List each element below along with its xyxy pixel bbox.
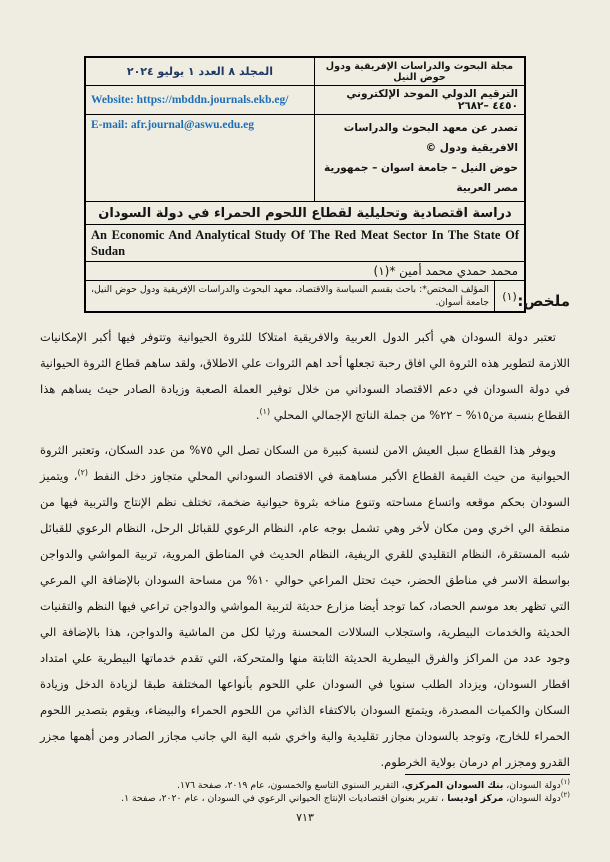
footnote-1-suffix: ، التقرير السنوي التاسع والخمسون، عام ٢٠١٩، صفحة ١٧٦. [176, 780, 405, 791]
footnote-1-mark: (١) [560, 777, 570, 786]
footnote-2-source: مركز اوديسا [443, 793, 504, 804]
abstract-heading: ملخص: [517, 292, 570, 310]
header-row-3 [86, 115, 524, 202]
header-row-title-en [86, 225, 524, 262]
journal-header-table [84, 56, 526, 313]
paragraph-1-period: . [255, 408, 260, 422]
email-address: E-mail: afr.journal@aswu.edu.eg [91, 119, 254, 131]
paragraph-2-text-b: ، ويتميز السودان بحكم موقعه واتساع مساحته وتنوع مناخه بثروة حيوانية ضخمة، تختلف نظم الإنتاج والتربية فيها من منطقة الي اخري ومن مكان لأخر وهي تشمل بوجه عام، النظام الرعوي للقبائل الرحل، النظام الرعوي للقبائل شبه المستقرة، النظام التقليدي للقري الريفية، النظام الحديث في المناطق المروية، تربية المواشي والدواجن بواسطة الاسر في مناطق الحضر، حيث تحتل المراعي حوالي ١٠% من مساحة السودان بالإضافة الي المرعي التي تظهر بعد موسم الحصاد، كما توجد أيضا مزارع حديثة لتربية المواشي والدواجن تراعي فيها النظم والتقنيات الحديثة والخدمات البيطرية، واستجلاب السلالات المحسنة ورثيا لكل من الماشية والدواجن، هذا بالإضافة الي وجود عدد من المراكز والفرق البيطرية الحديثة الثابتة منها والمتحركة، التي تقدم خدماتها البيطرية علي امتداد اقطار السودان، ويزداد الطلب سنويا في السودان علي اللحوم بأنواعها المختلفة طبقا لزيادة الدخل وزيادة السكان والكميات المصدرة، ويتمتع السودان بالاكتفاء الذاتي من اللحوم الحمراء والبيضاء، ويقوم بتصدير اللحوم الحمراء للخارج، وتوجد بالسودان مجازر تقليدية والية واخري شبه الية الي جانب مجازر الصادر ومن أهمها مجزر القدرو ومجزر ام درمان بولاية الخرطوم. [40, 469, 570, 769]
author-name: محمد حمدي محمد أمين *(١) [373, 264, 518, 278]
footnote-1 [40, 779, 570, 792]
volume-issue-date: المجلد ٨ العدد ١ يوليو ٢٠٢٤ [126, 65, 274, 78]
header-row-1 [86, 58, 524, 86]
header-row-author [86, 262, 524, 281]
footnote-reference-2: (٢) [77, 468, 88, 478]
footnote-1-prefix: دولة السودان، [503, 780, 561, 791]
abstract-paragraph-1 [40, 324, 570, 428]
article-title-english: An Economic And Analytical Study Of The Red Meat Sector In The State Of Sudan [91, 228, 519, 258]
page-number: ٧١٣ [296, 811, 314, 824]
footnote-2-prefix: دولة السودان، [503, 793, 561, 804]
abstract-section [40, 292, 570, 784]
footnote-2-mark: (٢) [560, 790, 570, 799]
abstract-paragraph-2 [40, 437, 570, 775]
issn-line: الترقيم الدولي الموحد الإلكتروني ٤٤٥٠ –٢٦٨٢ [314, 86, 524, 114]
affiliation-number: (١) [494, 281, 524, 311]
footnote-separator-line [405, 774, 570, 775]
footnote-2 [40, 792, 570, 805]
paragraph-1-text: تعتبر دولة السودان هي أكبر الدول العربية والافريقية امتلاكا للثروة الحيوانية وتتوفر فيها أكبر الإمكانيات اللازمة لتطوير هذه الثروة الي افاق رحبة تجعلها أحد اهم الثروات علي الاطلاق، ولقد ساهم قطاع الثروة الحيوانية في دولة السودان في دعم الاقتصاد السوداني من خلال توفير العملة الصعبة وزيادة الصادر حيث يساهم هذا القطاع بنسبة من١٥% – ٢٢% من جملة الناتج الإجمالي المحلي [40, 330, 570, 422]
website-link: Website: https://mbddn.journals.ekb.eg/ [91, 94, 289, 106]
article-title-arabic: دراسة اقتصادية وتحليلية لقطاع اللحوم الحمراء في دولة السودان [98, 205, 512, 221]
publisher-statement [314, 115, 524, 201]
paragraph-2-text-a: ويوفر هذا القطاع سبل العيش الامن لنسبة كبيرة من السكان تصل الي ٧٥% من عدد السكان، وتعتبر الثروة الحيوانية من حيث القيمة القطاع الأكبر مساهمة في الاقتصاد السوداني المحلي متجاوز دخل النفط [40, 443, 571, 483]
publisher-line-2: حوض النيل – جامعة اسوان – جمهورية مصر العربية [323, 162, 518, 194]
footnotes-section [40, 774, 570, 805]
publisher-line-1: تصدر عن معهد البحوث والدراسات الافريقية ودول © [343, 122, 518, 154]
header-row-title-ar [86, 202, 524, 225]
footnote-reference-1: (١) [259, 407, 271, 417]
footnote-1-source: بنك السودان المركزي [404, 780, 504, 791]
author-affiliation: المؤلف المختص*: باحث بقسم السياسة والاقتصاد، معهد البحوث والدراسات الإفريقية ودول حوض النيل، جامعة أسوان. [91, 284, 489, 308]
footnote-2-suffix: ، تقرير بعنوان اقتصاديات الإنتاج الحيواني الرعوي في السودان ، عام ٢٠٢٠، صفحة ١. [121, 793, 444, 804]
header-row-2 [86, 86, 524, 115]
journal-name: مجلة البحوث والدراسات الإفريقية ودول حوض النيل [314, 58, 524, 85]
